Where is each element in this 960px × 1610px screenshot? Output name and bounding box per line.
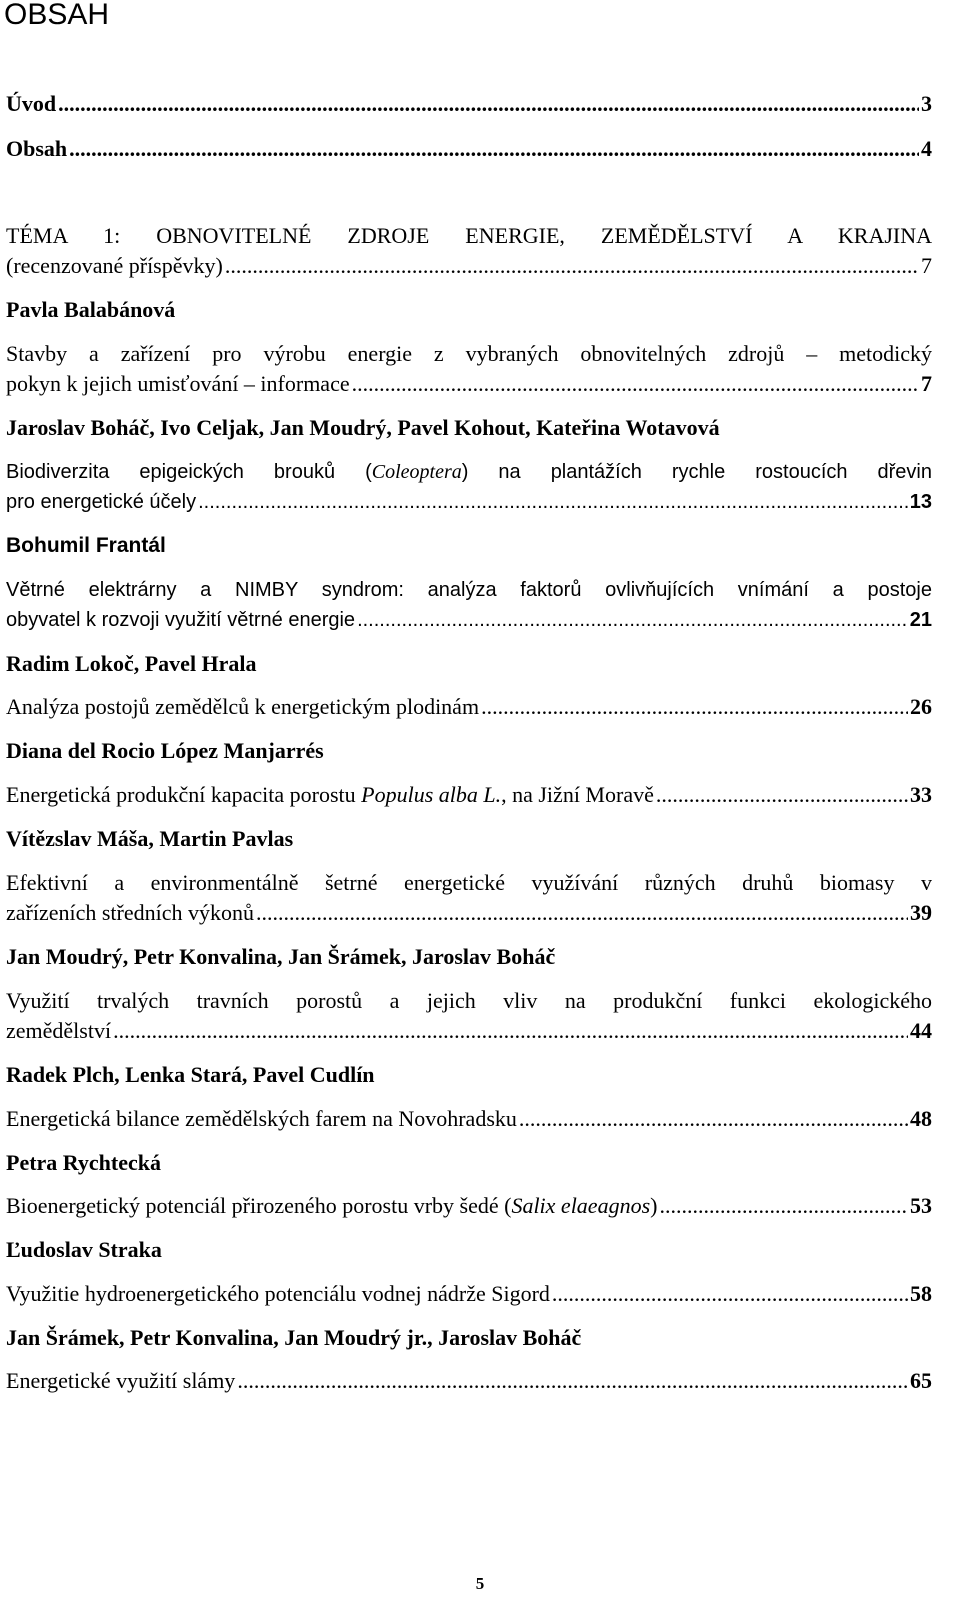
- toc-page-number: 7: [921, 253, 932, 278]
- article-title-line: Stavby a zařízení pro výrobu energie z vybraných obnovitelných zdrojů – metodický: [6, 341, 932, 366]
- toc-page-number: 7: [921, 371, 932, 396]
- article-title-line: Bioenergetický potenciál přirozeného porostu vrby šedé (Salix elaeagnos): [6, 1193, 658, 1218]
- toc-page-number: 13: [909, 491, 932, 513]
- article-authors: Pavla Balabánová: [6, 297, 176, 322]
- article-title-line: Efektivní a environmentálně šetrné energetické využívání různých druhů biomasy v: [6, 870, 932, 895]
- toc-article-entry[interactable]: [6, 1191, 932, 1221]
- article-title-line: Využití trvalých travních porostů a jejich vliv na produkční funkci ekologického: [6, 988, 932, 1013]
- dot-leader: [237, 1366, 908, 1396]
- toc-entry-obsah[interactable]: [6, 134, 932, 164]
- toc-article-entry[interactable]: [6, 339, 932, 399]
- article-title-line: Větrné elektrárny a NIMBY syndrom: analýza faktorů ovlivňujících vnímání a postoje: [6, 579, 932, 601]
- dot-leader: [519, 1104, 908, 1134]
- dot-leader: [256, 898, 908, 928]
- toc-page-number: 65: [910, 1368, 932, 1393]
- toc-article-entry[interactable]: [6, 457, 932, 517]
- toc-article-entry[interactable]: [6, 692, 932, 722]
- article-authors: Petra Rychtecká: [6, 1150, 161, 1175]
- dot-leader: [659, 1191, 908, 1221]
- taxon-name: Coleoptera: [371, 461, 462, 483]
- article-title-line: zařízeních středních výkonů: [6, 900, 255, 925]
- article-title-line: Využitie hydroenergetického potenciálu vodnej nádrže Sigord: [6, 1281, 550, 1306]
- toc-page-number: 44: [910, 1018, 932, 1043]
- toc-theme-entry[interactable]: [6, 221, 932, 281]
- dot-leader: [58, 89, 919, 119]
- dot-leader: [552, 1279, 908, 1309]
- theme-subtitle: (recenzované příspěvky): [6, 253, 223, 278]
- page-title: OBSAH: [4, 0, 110, 31]
- toc-entry-label: Obsah: [6, 136, 68, 161]
- toc-article-entry[interactable]: [6, 868, 932, 928]
- article-title-line: Energetická bilance zemědělských farem na Novohradsku: [6, 1106, 517, 1131]
- dot-leader: [198, 487, 908, 517]
- toc-page-number: 3: [921, 91, 932, 116]
- taxon-name: Salix elaeagnos: [511, 1193, 651, 1218]
- toc-article-entry[interactable]: [6, 1366, 932, 1396]
- toc-page-number: 33: [910, 782, 932, 807]
- article-title-line: pokyn k jejich umisťování – informace: [6, 371, 350, 396]
- article-title-line: zemědělství: [6, 1018, 112, 1043]
- dot-leader: [69, 134, 919, 164]
- article-title-line: obyvatel k rozvoji využití větrné energie: [6, 609, 356, 631]
- toc-entry-uvod[interactable]: [6, 89, 932, 119]
- toc-page-number: 53: [910, 1193, 932, 1218]
- taxon-name: Populus alba L.: [361, 782, 502, 807]
- article-title-line: pro energetické účely: [6, 491, 197, 513]
- dot-leader: [481, 692, 908, 722]
- toc-page-number: 4: [921, 136, 932, 161]
- toc-page-number: 21: [909, 609, 932, 631]
- article-authors: Diana del Rocio López Manjarrés: [6, 738, 324, 763]
- article-authors: Vítězslav Máša, Martin Pavlas: [6, 826, 294, 851]
- article-authors: Ľudoslav Straka: [6, 1237, 162, 1262]
- article-authors: Jaroslav Boháč, Ivo Celjak, Jan Moudrý, Pavel Kohout, Kateřina Wotavová: [6, 415, 720, 440]
- article-title-line: Analýza postojů zemědělců k energetickým plodinám: [6, 694, 480, 719]
- dot-leader: [225, 251, 919, 281]
- dot-leader: [656, 780, 908, 810]
- toc-page-number: 39: [910, 900, 932, 925]
- toc-article-entry[interactable]: [6, 1104, 932, 1134]
- toc-article-entry[interactable]: [6, 1279, 932, 1309]
- dot-leader: [113, 1016, 908, 1046]
- toc-article-entry[interactable]: [6, 986, 932, 1046]
- article-authors: Jan Šrámek, Petr Konvalina, Jan Moudrý jr., Jaroslav Boháč: [6, 1325, 582, 1350]
- article-authors: Bohumil Frantál: [6, 534, 166, 557]
- toc-article-entry[interactable]: [6, 780, 932, 810]
- article-title-line: Biodiverzita epigeických brouků (Coleoptera) na plantážích rychle rostoucích dřevin: [6, 461, 932, 483]
- dot-leader: [357, 605, 908, 635]
- dot-leader: [352, 369, 919, 399]
- toc-page-number: 48: [910, 1106, 932, 1131]
- article-authors: Radek Plch, Lenka Stará, Pavel Cudlín: [6, 1062, 375, 1087]
- toc-entry-label: Úvod: [6, 91, 57, 116]
- toc-page-number: 26: [910, 694, 932, 719]
- theme-title: TÉMA 1: OBNOVITELNÉ ZDROJE ENERGIE, ZEMĚDĚLSTVÍ A KRAJINA: [6, 223, 932, 248]
- toc-article-entry[interactable]: [6, 575, 932, 635]
- article-title-line: Energetické využití slámy: [6, 1368, 236, 1393]
- article-title-line: Energetická produkční kapacita porostu Populus alba L., na Jižní Moravě: [6, 782, 654, 807]
- toc-page-number: 58: [910, 1281, 932, 1306]
- page-number: 5: [475, 1574, 485, 1593]
- article-authors: Radim Lokoč, Pavel Hrala: [6, 651, 257, 676]
- article-authors: Jan Moudrý, Petr Konvalina, Jan Šrámek, Jaroslav Boháč: [6, 944, 556, 969]
